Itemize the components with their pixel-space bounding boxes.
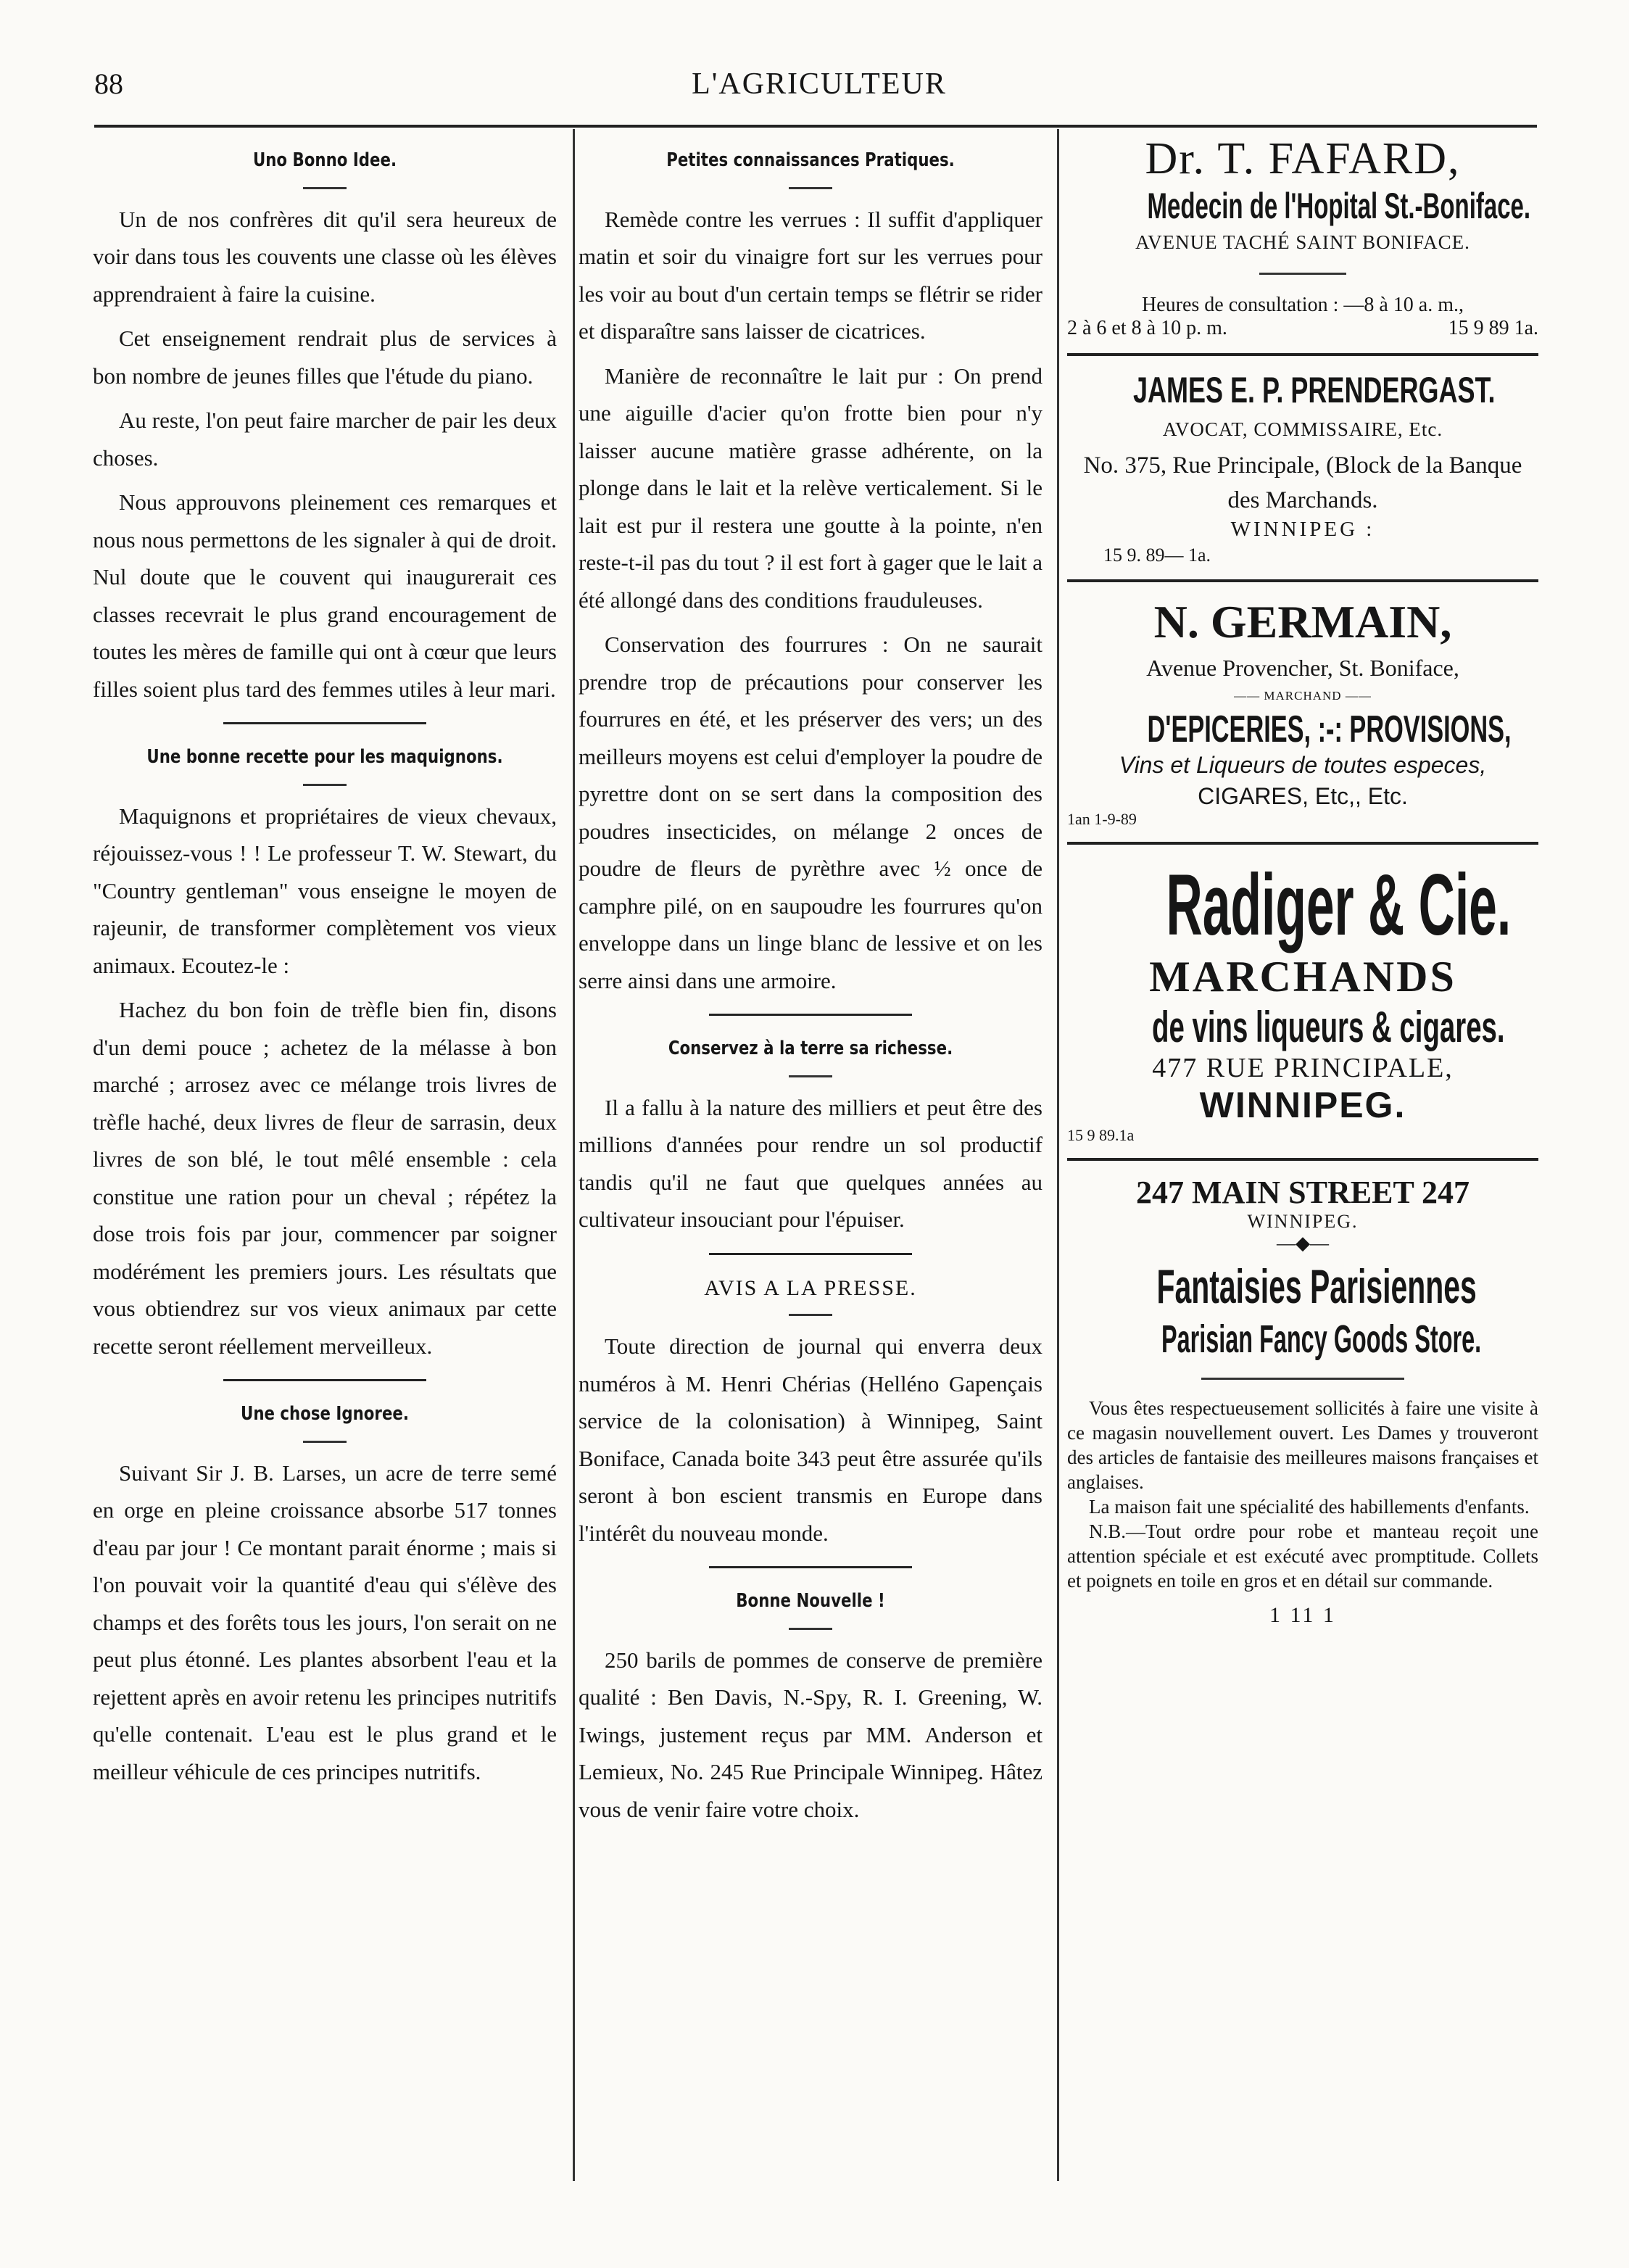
ad-name: JAMES E. P. PRENDERGAST. — [1133, 370, 1496, 410]
ad-address: Avenue Provencher, St. Boniface, — [1146, 655, 1459, 681]
page-header — [94, 67, 1544, 117]
ad-role: MARCHANDS — [1149, 953, 1456, 1001]
column-rule-1 — [573, 129, 575, 2181]
ad-code: 15 9. 89— 1a. — [1103, 545, 1211, 566]
article-title: Petites connaissances Pratiques. — [666, 149, 955, 171]
section-rule — [709, 1566, 912, 1568]
ad-paragraph: N.B.—Tout ordre pour robe et manteau reçoit une attention spéciale et est exécuté avec promptitude. Collets et poignets en toile en gros et en détail sur commande. — [1067, 1520, 1538, 1592]
divider — [789, 1075, 832, 1077]
divider — [789, 1628, 832, 1630]
section-rule — [709, 1253, 912, 1255]
paragraph: 250 barils de pommes de conserve de première qualité : Ben Davis, N.-Spy, R. I. Greening, W. Iwings, justement reçus par MM. Anderson et Lemieux, No. 245 Rue Principale Winnipeg. Hâtez vous de venir faire votre choix. — [579, 1647, 1043, 1822]
journal-title: L'AGRICULTEUR — [692, 67, 947, 101]
ad-city: WINNIPEG. — [1247, 1211, 1359, 1232]
ad-rule — [1067, 1158, 1538, 1161]
ad-role: —— MARCHAND —— — [1234, 689, 1372, 703]
ad-paragraph: Vous êtes respectueusement sollicités à faire une visite à ce magasin nouvellement ouvert. Les Dames y trouveront des articles de fantaisie des meilleures maisons françaises et anglaises. — [1067, 1397, 1538, 1493]
ad-profession: AVOCAT, COMMISSAIRE, Etc. — [1162, 418, 1443, 440]
paragraph: Au reste, l'on peut faire marcher de pair les deux choses. — [93, 407, 557, 471]
ad-name: N. GERMAIN, — [1153, 596, 1452, 647]
article-title: Bonne Nouvelle ! — [736, 1590, 885, 1612]
header-rule — [94, 125, 1537, 128]
ad-subtitle: Parisian Fancy Goods Store. — [1161, 1317, 1482, 1361]
divider — [303, 187, 347, 189]
paragraph: Il a fallu à la nature des milliers et peut être des millions d'années pour rendre un sol productif tandis qu'il ne faut que quelques années au cultivateur insouciant pour l'épuiser. — [579, 1094, 1043, 1232]
column-rule-2 — [1057, 129, 1059, 2181]
ad-title: Medecin de l'Hopital St.-Boniface. — [1147, 186, 1531, 226]
paragraph: Manière de reconnaître le lait pur : On prend une aiguille d'acier qu'on frotte bien pour n'y laisser aucune matière grasse adhérente, on la plonge dans le lait et la relève verticalement. Si le lait est pur il restera une goutte à la pointe, n'en reste-t-il pas du tout ? il est fort à gager que le lait a été allongé dans des conditions frauduleuses. — [579, 363, 1043, 613]
divider — [1259, 273, 1346, 275]
page-number: 88 — [94, 67, 123, 100]
ad-goods: D'EPICERIES, :-: PROVISIONS, — [1147, 708, 1512, 750]
ad-cigars: CIGARES, Etc,, Etc. — [1198, 783, 1408, 809]
ad-code: 1an 1-9-89 — [1067, 810, 1137, 828]
divider — [303, 1441, 347, 1443]
section-rule — [709, 1014, 912, 1016]
article-title: Uno Bonno Idee. — [252, 149, 397, 171]
paragraph: Nous approuvons pleinement ces remarques et nous nous permettons de les signaler à qui de droit. Nul doute que le couvent qui inaugurerait ces classes recevrait le plus grand encouragement de toutes les mères de famille qui ont à cœur que leurs filles soient plus tard des femmes utiles à leur mari. — [93, 489, 557, 702]
ad-name: Dr. T. FAFARD, — [1145, 134, 1461, 183]
ad-name: Fantaisies Parisiennes — [1156, 1259, 1477, 1313]
ad-paragraph: La maison fait une spécialité des habillements d'enfants. — [1089, 1496, 1530, 1518]
ad-hours-line — [1067, 317, 1538, 340]
section-rule — [223, 722, 426, 724]
ornament-icon: —◆— — [1277, 1233, 1329, 1254]
article-title: Une bonne recette pour les maquignons. — [146, 746, 503, 768]
paragraph: Remède contre les verrues : Il suffit d'appliquer matin et soir du vinaigre fort sur les verrues pour les voir au bout d'un certain temps se flétrir se rider et disparaître sans laisser de cicatrices. — [579, 206, 1043, 344]
ad-city: WINNIPEG. — [1199, 1085, 1406, 1125]
section-rule — [223, 1379, 426, 1381]
ad-fantaisies — [1067, 1174, 1538, 1628]
ad-hours: 2 à 6 et 8 à 10 p. m. — [1067, 317, 1227, 339]
ad-prendergast — [1067, 369, 1538, 566]
divider — [789, 187, 832, 189]
paragraph: Maquignons et propriétaires de vieux chevaux, réjouissez-vous ! ! Le professeur T. W. Stewart, du "Country gentleman" vous enseigne le moyen de rajeunir, de transformer complètement vos vieux animaux. Ecoutez-le : — [93, 803, 557, 978]
paragraph: Cet enseignement rendrait plus de services à bon nombre de jeunes filles que l'étude du piano. — [93, 326, 557, 389]
ad-germain — [1067, 595, 1538, 829]
ad-radiger — [1067, 858, 1538, 1145]
ad-code: 15 9 89.1a — [1067, 1126, 1135, 1144]
paragraph: Un de nos confrères dit qu'il sera heureux de voir dans tous les couvents une classe où les élèves apprendraient à faire la cuisine. — [93, 206, 557, 307]
ad-address: No. 375, Rue Principale, (Block de la Banque des Marchands. — [1083, 452, 1522, 513]
divider — [789, 1314, 832, 1316]
column-2 — [579, 138, 1043, 1835]
ad-address: AVENUE TACHÉ SAINT BONIFACE. — [1135, 231, 1470, 253]
article-title: Une chose Ignoree. — [241, 1403, 409, 1425]
ad-code: 1 11 1 — [1269, 1603, 1336, 1627]
ad-address: 247 MAIN STREET 247 — [1135, 1175, 1470, 1210]
ad-wines: Vins et Liqueurs de toutes especes, — [1119, 752, 1487, 778]
ad-fafard — [1067, 133, 1538, 340]
paragraph: Hachez du bon foin de trèfle bien fin, disons d'un demi pouce ; achetez de la mélasse à bon marché ; arrosez avec ce mélange trois livres de trèfle haché, deux livres de fleur de sarrasin, deux livres de son blé, le tout mêlé ensemble : cela constitue une ration pour un cheval ; répétez la dose trois fois par jour, commencer par soigner modérément les premiers jours. Les résultats que vous obtiendrez sur vos vieux animaux par cette recette seront réellement merveilleux. — [93, 997, 557, 1359]
column-3-ads — [1067, 134, 1538, 1628]
ad-rule — [1067, 579, 1538, 582]
ad-rule — [1067, 353, 1538, 356]
paragraph: Suivant Sir J. B. Larses, un acre de terre semé en orge en pleine croissance absorbe 517 tonnes d'eau par jour ! Ce montant parait énorme ; mais si l'on pouvait voir la quantité d'eau qui s'élève des champs et des forêts tous les jours, l'on serait on ne peut plus étonné. Les plantes absorbent l'eau et la rejettent après en avoir retenu les principes nutritifs qu'elle contenait. L'eau est le plus grand et le meilleur véhicule de ces principes nutritifs. — [93, 1460, 557, 1784]
ad-code: 15 9 89 1a. — [1448, 317, 1538, 339]
paragraph: Conservation des fourrures : On ne saurait prendre trop de précautions pour conserver les fourrures en été, et les préserver des vers; un des meilleurs moyens est celui d'employer la poudre de pyrettre dont on se sert dans la composition des poudres insecticides, on mélange 2 onces de poudre de fleurs de pyrèthre avec ½ once de camphre pilé, on en saupoudre les fourrures qu'on enveloppe dans un linge blanc de lessive et on les serre ainsi dans une armoire. — [579, 632, 1043, 993]
divider — [303, 784, 347, 786]
paragraph: Toute direction de journal qui enverra deux numéros à M. Henri Chérias (Helléno Gapençais service de la colonisation) à Winnipeg, Saint Boniface, Canada boite 343 peut être assurée qu'ils seront à bon escient transmis en Europe dans l'intérêt du nouveau monde. — [579, 1333, 1043, 1546]
article-title: AVIS A LA PRESSE. — [704, 1275, 917, 1300]
ad-address: 477 RUE PRINCIPALE, — [1152, 1053, 1454, 1083]
divider — [1201, 1378, 1404, 1380]
ad-hours: Heures de consultation : —8 à 10 a. m., — [1141, 294, 1464, 316]
ad-rule — [1067, 842, 1538, 845]
ad-goods: de vins liqueurs & cigares. — [1152, 1003, 1505, 1051]
article-title: Conservez à la terre sa richesse. — [668, 1038, 953, 1059]
column-1 — [93, 138, 557, 1797]
ad-name: Radiger & Cie. — [1166, 856, 1512, 953]
ad-city: WINNIPEG : — [1230, 518, 1375, 541]
